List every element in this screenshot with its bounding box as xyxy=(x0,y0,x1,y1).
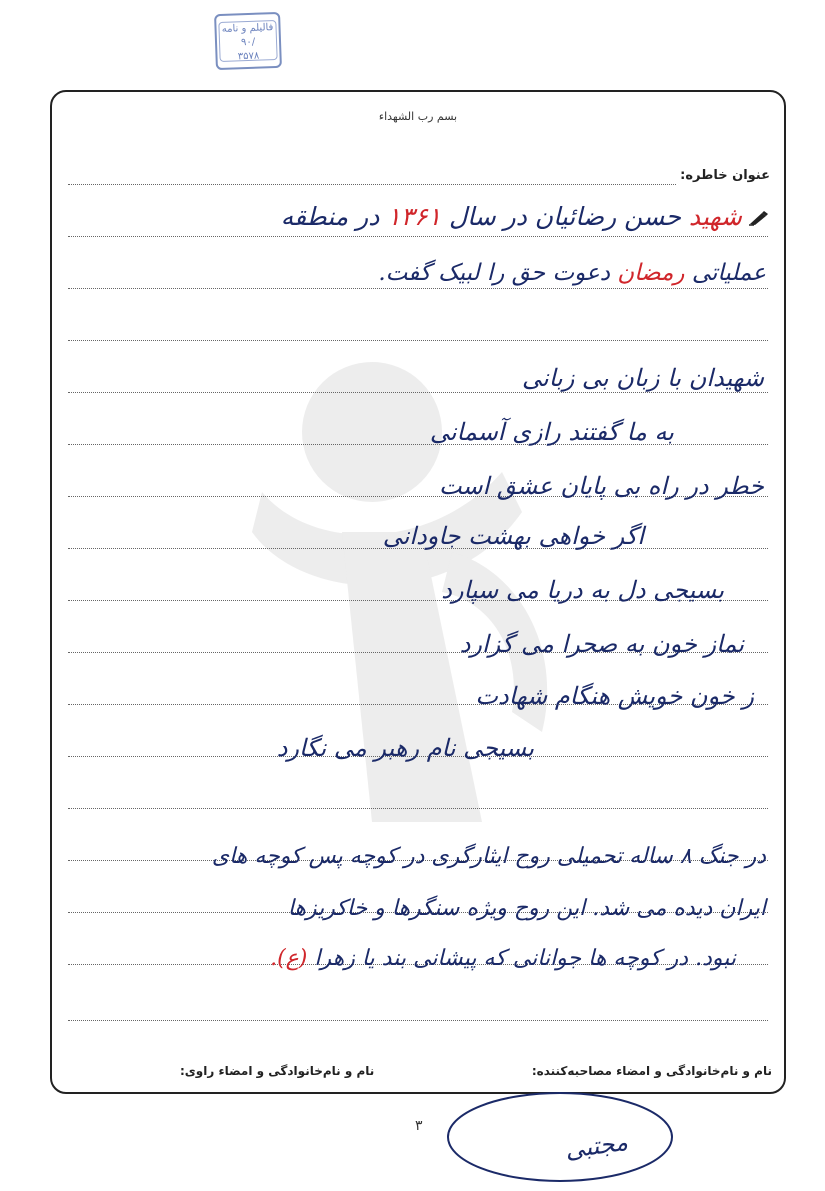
handwriting-martyr-word: شهید xyxy=(688,202,742,231)
closing-line-3 xyxy=(270,946,736,971)
signature: مجتبی xyxy=(563,1127,630,1165)
handwriting-text: دعوت حق را لبیک گفت. xyxy=(378,260,618,286)
poem-line: به ما گفتند رازی آسمانی xyxy=(429,418,674,446)
handwriting-text: حسن رضائیان در سال xyxy=(441,202,689,231)
pen-icon xyxy=(748,210,770,226)
handwriting-text: در منطقه xyxy=(280,202,388,231)
handwriting-text: عملیاتی xyxy=(684,260,766,286)
handwriting-text: نبود. در کوچه ها جوانانی که پیشانی بند یا زهرا xyxy=(307,946,736,971)
archive-stamp xyxy=(214,12,282,70)
rule-line xyxy=(68,288,768,289)
stamp-line: فالیلم و نامه xyxy=(221,22,274,35)
intro-line-2 xyxy=(378,260,766,286)
poem-line: خطر در راه بی پایان عشق است xyxy=(438,472,764,500)
poem-line: اگر خواهی بهشت جاودانی xyxy=(382,522,644,550)
form-header: بسم رب الشهداء xyxy=(378,110,458,123)
handwriting-salutation: (ع). xyxy=(270,946,308,971)
poem-line: بسیجی نام رهبر می نگارد xyxy=(276,734,534,762)
intro-line-1 xyxy=(281,202,742,231)
narrator-signature-label: نام و نام‌خانوادگی و امضاء راوی: xyxy=(180,1064,375,1078)
memory-title-label: عنوان خاطره: xyxy=(680,168,770,183)
page-number: ۳ xyxy=(415,1118,423,1134)
poem-line: شهیدان با زبان بی زبانی xyxy=(522,364,764,392)
closing-line-2: ایران دیده می شد. این روح ویژه سنگرها و خاکریزها xyxy=(287,896,766,921)
memory-form xyxy=(50,90,786,1094)
poem-line: بسیجی دل به دریا می سپارد xyxy=(441,576,724,604)
rule-line xyxy=(68,340,768,341)
rule-line xyxy=(68,184,676,185)
signature-oval xyxy=(440,1085,680,1191)
interviewer-signature-label: نام و نام‌خانوادگی و امضاء مصاحبه‌کننده: xyxy=(531,1064,772,1078)
handwriting-year: ۱۳۶۱ xyxy=(387,202,441,231)
handwriting-operation-name: رمضان xyxy=(617,260,685,286)
rule-line xyxy=(68,808,768,809)
poem-line: نماز خون به صحرا می گزارد xyxy=(459,630,744,658)
stamp-line: ۹۰/ xyxy=(240,36,256,49)
rule-line xyxy=(68,236,768,237)
closing-line-1: در جنگ ۸ ساله تحمیلی روح ایثارگری در کوچه پس کوچه های xyxy=(211,844,766,869)
rule-line xyxy=(68,392,768,393)
poem-line: ز خون خویش هنگام شهادت xyxy=(475,682,754,710)
stamp-line: ۳۵۷۸ xyxy=(237,50,260,63)
rule-line xyxy=(68,1020,768,1021)
